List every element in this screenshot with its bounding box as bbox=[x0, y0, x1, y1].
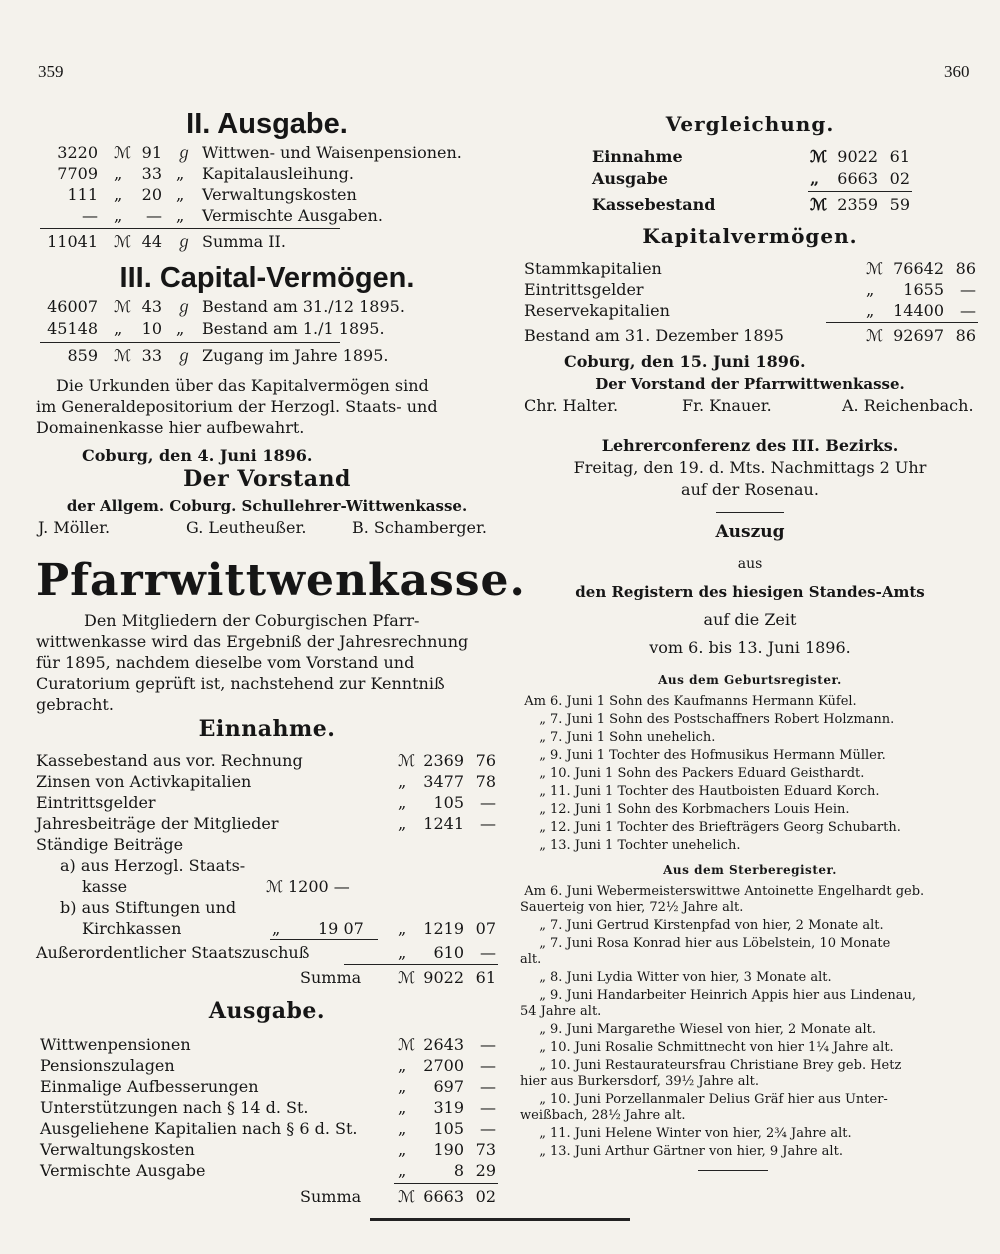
list-item: „ 12. Juni 1 Sohn des Korbmachers Louis Hein. bbox=[539, 802, 850, 817]
list-item-continuation: 54 Jahre alt. bbox=[520, 1004, 602, 1019]
list-item: „ 7. Juni 1 Sohn des Postschaffners Robert Holzmann. bbox=[539, 712, 895, 727]
signatory: A. Reichenbach. bbox=[842, 396, 974, 415]
table-row: Kassebestand aus vor. Rechnung ℳ 2369 76 bbox=[36, 751, 496, 770]
signatory: Chr. Halter. bbox=[524, 396, 619, 415]
signatory: Fr. Knauer. bbox=[682, 396, 772, 415]
list-item-continuation: alt. bbox=[520, 952, 542, 967]
table-row: 111 „ 20 „ Verwaltungskosten bbox=[67, 185, 357, 204]
vergleichung-heading: Vergleichung. bbox=[665, 112, 835, 136]
table-row: kasse ℳ 1200 — bbox=[82, 877, 350, 896]
list-item: „ 11. Juni Helene Winter von hier, 2¾ Jahre alt. bbox=[539, 1126, 852, 1141]
geburtsregister-heading: Aus dem Geburtsregister. bbox=[658, 673, 842, 687]
pfarrwittwenkasse-heading: Pfarrwittwenkasse. bbox=[36, 555, 526, 606]
divider bbox=[716, 512, 784, 513]
sum-rule bbox=[40, 228, 340, 229]
date-line: Coburg, den 15. Juni 1896. bbox=[564, 352, 806, 371]
table-row: 3220 ℳ 91 ℊ Wittwen- und Waisenpensionen. bbox=[57, 143, 462, 162]
heading-ausgabe-ii: II. Ausgabe. bbox=[186, 108, 348, 140]
auf-die-zeit: auf die Zeit bbox=[703, 610, 797, 629]
sum-row: Summa ℳ 6663 02 bbox=[300, 1187, 496, 1206]
table-row: Verwaltungskosten „ 190 73 bbox=[40, 1140, 496, 1159]
sum-rule bbox=[344, 964, 498, 965]
signatory: J. Möller. bbox=[38, 518, 111, 537]
sum-row: 859 ℳ 33 ℊ Zugang im Jahre 1895. bbox=[67, 346, 389, 365]
list-item: „ 7. Juni 1 Sohn unehelich. bbox=[539, 730, 716, 745]
list-item: „ 9. Juni Margarethe Wiesel von hier, 2 Monate alt. bbox=[539, 1022, 877, 1037]
table-row: Stammkapitalien ℳ 76642 86 bbox=[524, 259, 976, 278]
list-item: „ 10. Juni 1 Sohn des Packers Eduard Geisthardt. bbox=[539, 766, 865, 781]
divider bbox=[698, 1170, 768, 1171]
signatory: G. Leutheußer. bbox=[186, 518, 307, 537]
table-row: Ausgeliehene Kapitalien nach § 6 d. St. „ 105 — bbox=[40, 1119, 496, 1138]
list-item: „ 13. Juni 1 Tochter unehelich. bbox=[539, 838, 741, 853]
heading-capital-vermoegen: III. Capital-Vermögen. bbox=[119, 262, 415, 294]
sum-row: 11041 ℳ 44 ℊ Summa II. bbox=[47, 232, 286, 251]
list-item: „ 10. Juni Rosalie Schmittnecht von hier 1¼ Jahre alt. bbox=[539, 1040, 894, 1055]
auszug-aus: aus bbox=[737, 556, 763, 572]
sterberegister-heading: Aus dem Sterberegister. bbox=[663, 863, 837, 877]
urkunden-paragraph: Die Urkunden über das Kapitalvermögen sind im Generaldepositorium der Herzogl. Staats- und Domainenkasse hier aufbewahrt. bbox=[36, 376, 438, 437]
list-item: „ 8. Juni Lydia Witter von hier, 3 Monate alt. bbox=[539, 970, 832, 985]
sum-rule bbox=[808, 191, 912, 192]
sum-rule bbox=[40, 342, 340, 343]
auszug-heading: Auszug bbox=[715, 522, 785, 542]
ausgabe-heading: Ausgabe. bbox=[208, 998, 326, 1024]
list-item-continuation: hier aus Burkersdorf, 39½ Jahre alt. bbox=[520, 1074, 759, 1089]
table-row: 45148 „ 10 „ Bestand am 1./1 1895. bbox=[47, 319, 385, 338]
vorstand-title: Der Vorstand bbox=[183, 466, 351, 492]
zeitraum: vom 6. bis 13. Juni 1896. bbox=[649, 638, 851, 657]
table-row: a) aus Herzogl. Staats- bbox=[60, 856, 246, 875]
table-row: — „ — „ Vermischte Ausgaben. bbox=[82, 206, 383, 225]
sum-rule bbox=[826, 322, 978, 323]
list-item: „ 9. Juni 1 Tochter des Hofmusikus Hermann Müller. bbox=[539, 748, 886, 763]
page-end-rule bbox=[370, 1218, 630, 1221]
list-item: „ 7. Juni Rosa Konrad hier aus Löbelstein, 10 Monate bbox=[539, 936, 891, 951]
table-row: Einmalige Aufbesserungen „ 697 — bbox=[40, 1077, 496, 1096]
kapitalvermoegen-heading: Kapitalvermögen. bbox=[642, 224, 858, 248]
sum-rule bbox=[394, 1183, 498, 1184]
intro-paragraph: Den Mitgliedern der Coburgischen Pfarr- wittwenkasse wird das Ergebniß der Jahresrechnung für 1895, nachdem dieselbe vom Vorstand und Curatorium geprüft ist, nachstehend zur Kenntniß gebracht. bbox=[36, 611, 469, 714]
list-item: Am 6. Juni Webermeisterswittwe Antoinette Engelhardt geb. bbox=[524, 884, 925, 899]
lehrerconferenz-line: Freitag, den 19. d. Mts. Nachmittags 2 Uhr bbox=[573, 458, 927, 477]
table-row: Einnahme ℳ 9022 61 bbox=[592, 147, 910, 166]
table-row: Pensionszulagen „ 2700 — bbox=[40, 1056, 496, 1075]
sum-row: Bestand am 31. Dezember 1895 ℳ 92697 86 bbox=[524, 326, 976, 345]
table-row: Jahresbeiträge der Mitglieder „ 1241 — bbox=[36, 814, 496, 833]
table-row: b) aus Stiftungen und bbox=[60, 898, 237, 917]
list-item: „ 12. Juni 1 Tochter des Briefträgers Georg Schubarth. bbox=[539, 820, 901, 835]
lehrerconferenz-line: auf der Rosenau. bbox=[681, 480, 819, 499]
signatory: B. Schamberger. bbox=[352, 518, 487, 537]
table-row: Eintrittsgelder „ 105 — bbox=[36, 793, 496, 812]
sum-row: Summa ℳ 9022 61 bbox=[300, 968, 496, 987]
sub-rule bbox=[270, 939, 378, 940]
list-item-continuation: Sauerteig von hier, 72½ Jahre alt. bbox=[520, 900, 744, 915]
list-item: „ 7. Juni Gertrud Kirstenpfad von hier, 2 Monate alt. bbox=[539, 918, 884, 933]
list-item-continuation: weißbach, 28½ Jahre alt. bbox=[520, 1108, 686, 1123]
table-row: Außerordentlicher Staatszuschuß „ 610 — bbox=[36, 943, 496, 962]
table-row: Reservekapitalien „ 14400 — bbox=[524, 301, 976, 320]
table-row: Ausgabe „ 6663 02 bbox=[592, 169, 910, 188]
vorstand-pfarrwittwenkasse: Der Vorstand der Pfarrwittwenkasse. bbox=[595, 375, 905, 393]
list-item: „ 9. Juni Handarbeiter Heinrich Appis hier aus Lindenau, bbox=[539, 988, 916, 1003]
date-line: Coburg, den 4. Juni 1896. bbox=[82, 446, 313, 465]
table-row: Zinsen von Activkapitalien „ 3477 78 bbox=[36, 772, 496, 791]
vorstand-subtitle: der Allgem. Coburg. Schullehrer-Wittwenkasse. bbox=[66, 497, 468, 515]
sum-row: Kassebestand ℳ 2359 59 bbox=[592, 195, 910, 214]
list-item: „ 13. Juni Arthur Gärtner von hier, 9 Jahre alt. bbox=[539, 1144, 843, 1159]
table-row: Kirchkassen „ 19 07 „ 1219 07 bbox=[82, 919, 496, 938]
list-item: „ 11. Juni 1 Tochter des Hautboisten Eduard Korch. bbox=[539, 784, 880, 799]
lehrerconferenz-heading: Lehrerconferenz des III. Bezirks. bbox=[601, 436, 899, 455]
table-row: Vermischte Ausgabe „ 8 29 bbox=[40, 1161, 496, 1180]
einnahme-heading: Einnahme. bbox=[198, 716, 336, 742]
table-row: Eintrittsgelder „ 1655 — bbox=[524, 280, 976, 299]
table-row: Unterstützungen nach § 14 d. St. „ 319 — bbox=[40, 1098, 496, 1117]
list-item: Am 6. Juni 1 Sohn des Kaufmanns Hermann Küfel. bbox=[524, 694, 857, 709]
page-number-left: 359 bbox=[38, 62, 64, 81]
list-item: „ 10. Juni Restaurateursfrau Christiane Brey geb. Hetz bbox=[539, 1058, 902, 1073]
register-line: den Registern des hiesigen Standes-Amts bbox=[575, 583, 925, 601]
list-item: „ 10. Juni Porzellanmaler Delius Gräf hier aus Unter- bbox=[539, 1092, 888, 1107]
table-row: Ständige Beiträge bbox=[36, 835, 184, 854]
table-row: 7709 „ 33 „ Kapitalausleihung. bbox=[57, 164, 354, 183]
table-row: Wittwenpensionen ℳ 2643 — bbox=[40, 1035, 496, 1054]
page-number-right: 360 bbox=[944, 62, 970, 81]
table-row: 46007 ℳ 43 ℊ Bestand am 31./12 1895. bbox=[47, 297, 405, 316]
